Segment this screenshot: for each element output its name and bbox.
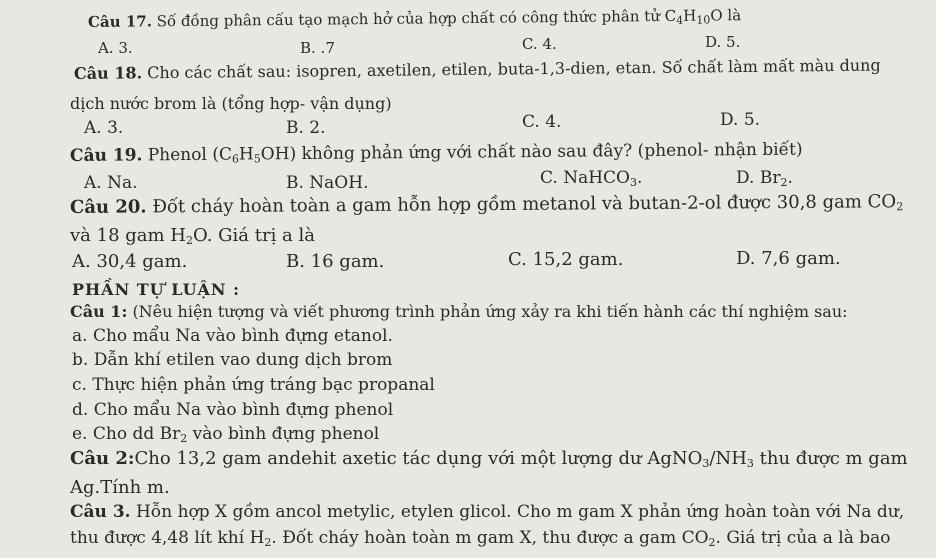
question-18-text: Cho các chất sau: isopren, axetilen, etilen, buta-1,3-dien, etan. Số chất làm mất màu dung	[147, 55, 881, 83]
question-17-label: Câu 17.	[87, 12, 152, 31]
question-19-text-end: OH) không phản ứng với chất nào sau đây? (phenol- nhận biết)	[260, 139, 803, 165]
essay-question-3-line-2	[70, 528, 891, 548]
essay-question-1-text: (Nêu hiện tượng và viết phương trình phản ứng xảy ra khi tiến hành các thí nghiệm sau:	[132, 302, 848, 321]
question-17	[88, 5, 741, 32]
essay-item-e	[72, 424, 379, 444]
formula-part: O là	[710, 6, 742, 25]
essay-question-2-text: Cho 13,2 gam andehit axetic tác dụng với một lượng dư AgNO	[134, 448, 703, 469]
subscript: 3	[702, 457, 710, 470]
subscript: 2	[896, 200, 904, 214]
essay-item-d: d. Cho mẩu Na vào bình đựng phenol	[72, 400, 394, 420]
question-20-line-2	[70, 226, 315, 246]
essay-question-1	[70, 302, 848, 322]
subscript: 3	[630, 176, 637, 189]
q19-option-d	[736, 168, 793, 188]
formula-part: vào bình đựng phenol	[187, 424, 380, 444]
question-20-text-2: và 18 gam H	[70, 225, 186, 246]
q19-option-a: A. Na.	[84, 173, 138, 193]
subscript: 6	[231, 152, 240, 166]
subscript: 4	[676, 13, 684, 27]
q18-option-c: C. 4.	[522, 112, 562, 132]
subscript: 3	[746, 457, 754, 470]
q19-option-d-text: D. Br	[736, 168, 781, 188]
q19-option-c-text: C. NaHCO	[540, 168, 630, 188]
formula-part: . Đốt cháy hoàn toàn m gam X, thu được a gam CO	[271, 528, 709, 548]
q17-option-d: D. 5.	[705, 33, 741, 51]
q18-option-d: D. 5.	[720, 110, 761, 130]
q19-option-c	[540, 168, 642, 188]
essay-item-b: b. Dẫn khí etilen vao dung dịch brom	[72, 350, 393, 370]
question-20-text: Đốt cháy hoàn toàn a gam hỗn hợp gồm metanol và butan-2-ol được 30,8 gam CO	[152, 191, 897, 218]
essay-heading: PHẦN TỰ LUẬN :	[72, 280, 241, 299]
essay-question-2	[70, 449, 908, 469]
q17-option-b: B. .7	[300, 39, 335, 57]
formula-part: /NH	[709, 448, 747, 469]
subscript: 2	[186, 234, 193, 247]
essay-question-3-label: Câu 3.	[70, 502, 131, 522]
question-19-text: Phenol (C	[147, 144, 233, 166]
question-18-line-1	[74, 56, 881, 84]
essay-question-1-label: Câu 1:	[70, 302, 128, 321]
q20-option-c: C. 15,2 gam.	[508, 249, 624, 270]
formula-part: . Giá trị của a là bao	[715, 528, 891, 548]
essay-question-3-text: Hỗn hợp X gồm ancol metylic, etylen glicol. Cho m gam X phản ứng hoàn toàn với Na dư,	[135, 502, 905, 522]
q18-option-a: A. 3.	[84, 118, 124, 138]
q20-option-b: B. 16 gam.	[286, 251, 385, 272]
subscript: 2	[180, 432, 188, 445]
q19-option-b: B. NaOH.	[286, 173, 369, 193]
formula-part: H	[238, 144, 254, 165]
essay-item-c: c. Thực hiện phản ứng tráng bạc propanal	[72, 375, 435, 395]
q17-option-a: A. 3.	[98, 39, 133, 57]
question-18-label: Câu 18.	[73, 63, 143, 83]
question-20-label: Câu 20.	[69, 196, 147, 218]
subscript: 5	[253, 152, 261, 166]
formula-part: .	[787, 168, 793, 188]
question-20-line-1	[70, 192, 903, 218]
q17-option-c: C. 4.	[522, 35, 557, 53]
formula-part: thu được m gam	[753, 448, 908, 469]
essay-item-a: a. Cho mẩu Na vào bình đựng etanol.	[72, 326, 393, 346]
question-18-line-2: dịch nước brom là (tổng hợp- vận dụng)	[70, 94, 392, 113]
essay-question-2-label: Câu 2:	[70, 448, 135, 469]
essay-question-3-text-2: thu được 4,48 lít khí H	[70, 528, 265, 548]
q18-option-b: B. 2.	[286, 118, 326, 138]
question-19-label: Câu 19.	[69, 145, 143, 166]
q20-option-a: A. 30,4 gam.	[72, 251, 188, 272]
essay-item-e-text: e. Cho dd Br	[72, 424, 181, 444]
formula-part: O. Giá trị a là	[193, 225, 315, 246]
subscript: 2	[708, 536, 716, 549]
formula-part: .	[637, 168, 643, 188]
question-17-text: Số đồng phân cấu tạo mạch hở của hợp chất có công thức phân tử C	[156, 6, 677, 31]
essay-question-2-line-2: Ag.Tính m.	[70, 477, 170, 498]
subscript: 2	[264, 536, 272, 549]
subscript: 2	[780, 176, 788, 189]
subscript: 10	[696, 13, 711, 27]
question-19	[70, 140, 803, 166]
q20-option-d: D. 7,6 gam.	[736, 248, 841, 269]
formula-part: H	[683, 6, 697, 25]
essay-question-3	[70, 502, 904, 522]
